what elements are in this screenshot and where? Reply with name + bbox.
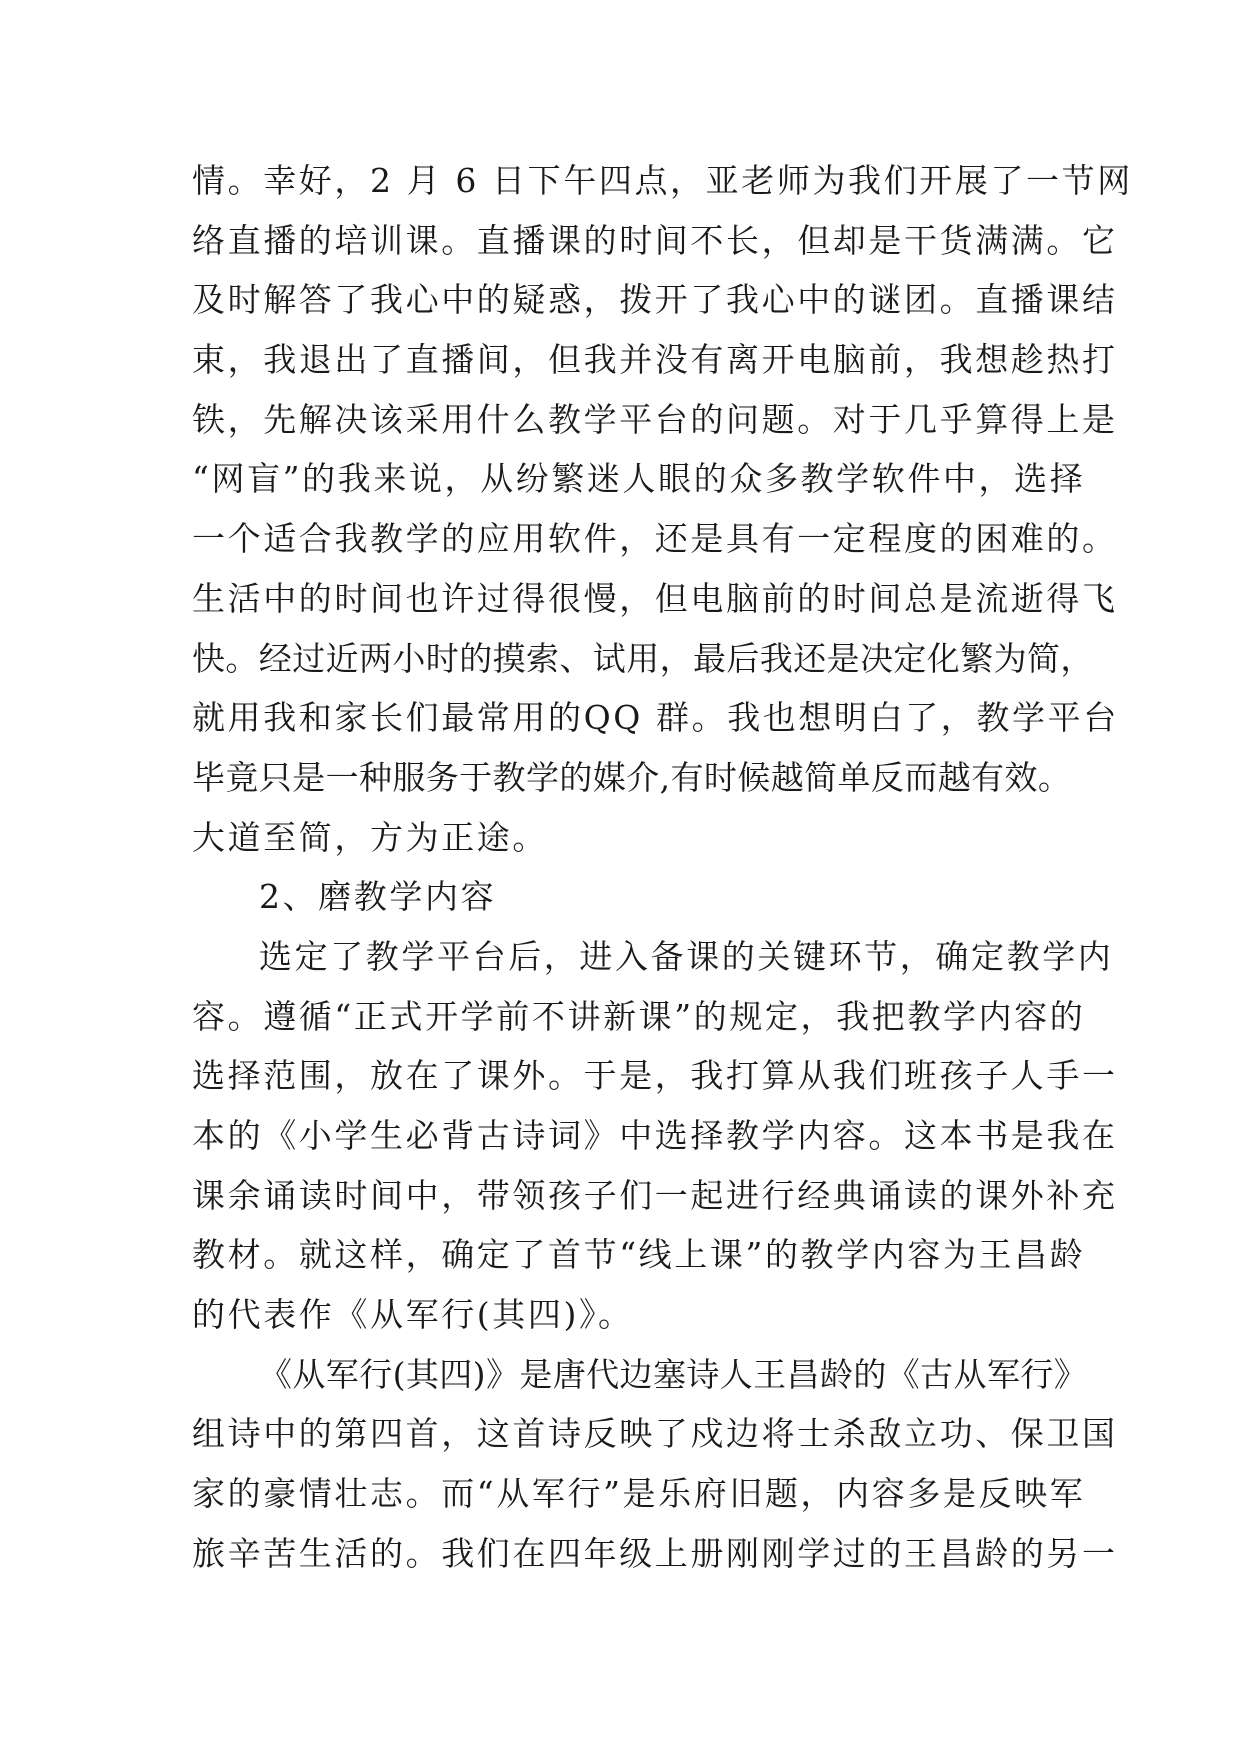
text-line: 容。遵循“正式开学前不讲新课”的规定，我把教学内容的: [192, 996, 1086, 1036]
text-line: 本的《小学生必背古诗词》中选择教学内容。这本书是我在: [192, 1116, 1118, 1155]
text-line: 家的豪情壮志。而“从军行”是乐府旧题，内容多是反映军: [192, 1474, 1086, 1514]
text-line: 2、磨教学内容: [259, 877, 497, 917]
text-line: 络直播的培训课。直播课的时间不长，但却是干货满满。它: [192, 220, 1118, 260]
text-line: 《从军行(其四)》是唐代边塞诗人王昌龄的《古从军行》: [259, 1354, 1088, 1394]
text-line: 课余诵读时间中，带领孩子们一起进行经典诵读的课外补充: [192, 1175, 1118, 1215]
text-line: 的代表作《从军行(其四)》。: [192, 1295, 634, 1335]
body-text: [192, 160, 1133, 1593]
text-line: 情。幸好，2 月 6 日下午四点，亚老师为我们开展了一节网: [192, 161, 1133, 200]
text-line: 及时解答了我心中的疑惑，拨开了我心中的谜团。直播课结: [192, 280, 1118, 320]
text-line: 束，我退出了直播间，但我并没有离开电脑前，我想趁热打: [192, 340, 1118, 380]
text-line: 铁，先解决该采用什么教学平台的问题。对于几乎算得上是: [192, 399, 1118, 439]
text-line: 生活中的时间也许过得很慢，但电脑前的时间总是流逝得飞: [192, 578, 1118, 618]
text-line: 毕竟只是一种服务于教学的媒介,有时候越简单反而越有效。: [192, 757, 1072, 797]
text-line: 旅辛苦生活的。我们在四年级上册刚刚学过的王昌龄的另一: [192, 1533, 1118, 1573]
text-line: 快。经过近两小时的摸索、试用，最后我还是决定化繁为简，: [192, 638, 1094, 678]
text-line: 一个适合我教学的应用软件，还是具有一定程度的困难的。: [192, 519, 1118, 559]
text-line: 组诗中的第四首，这首诗反映了戍边将士杀敌立功、保卫国: [192, 1414, 1118, 1454]
text-line: 大道至简，方为正途。: [192, 817, 548, 857]
text-line: 教材。就这样，确定了首节“线上课”的教学内容为王昌龄: [192, 1235, 1086, 1275]
text-line: 选择范围，放在了课外。于是，我打算从我们班孩子人手一: [192, 1056, 1118, 1096]
text-line: 选定了教学平台后，进入备课的关键环节，确定教学内: [259, 936, 1114, 976]
text-line: “网盲”的我来说，从纷繁迷人眼的众多教学软件中，选择: [192, 459, 1086, 499]
text-line: 就用我和家长们最常用的QQ 群。我也想明白了，教学平台: [192, 698, 1119, 738]
